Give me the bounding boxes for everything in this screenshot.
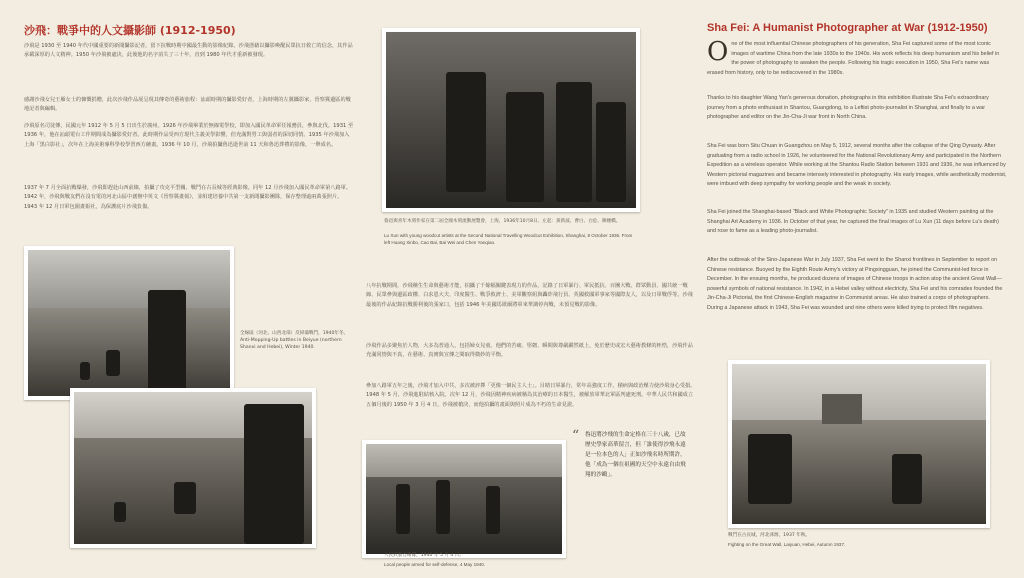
photo-anti-mopping-up-caption: 全線區（河北、山西北部）反掃蕩戰鬥，1940年冬。Anti-Mopping-Up battles in Beiyue (northern Shanxi and Hebei), Winter 1940.: [240, 331, 349, 350]
chinese-para-6: 沙飛作品多聚焦於人物，大多為普通人，包括婦女兒童。他們的苦痛、堅韌、瞬間與尊嚴躍然紙上，免於歷史或宏大藝術教條的桎梏，沙飛作品充滿同情與不真，在藝術、真實與宣傳之間取得微妙的平衡。: [366, 343, 693, 359]
quote-mark: “: [572, 428, 580, 444]
chinese-para-5: 八年抗戰期間，沙飛稱生生命與藝術才能，拍攝了千餘幅關鍵表現力的作品，記錄了日軍暴行、軍民抵抗、百團大戰、群眾動員、國共統一戰線、民眾參與邊區政權、白求恩大夫、印度醫生、戰爭救濟士、美軍觀察組與轟炸飛行員、英國救國軍事家等國際友人，以及日軍戰俘等。沙飛最後的作品紀錄抗戰勝利後的張家口，包括 1946 年美國馬歇爾將軍來華調停內戰，未預見戰的影像。: [366, 283, 693, 308]
english-para-3: Sha Fei was born Situ Chuan in Guangzhou on May 5, 1912, several months after the collapse of the Qing Dynasty. After graduating from a radio school in 1926, he volunteered for the National Revolutionary Army and participated in the Northern Expedition as a wireless operator. While working at the Shantou Radio Station between 1931 and 1936, he was influenced by Western pictorial magazines and became intensely interested in photography. His early images, while aesthetically modernist, were imbued with deep sympathy for working people and the weak in society.: [707, 143, 1007, 188]
photo-great-wall-caption-zh: 戰鬥在古長城，河北淶源，1937 年秋。: [728, 533, 811, 538]
chinese-para-2: 感謝沙飛女兒王雁女士的慷慨捐贈，此次沙飛作品展呈現其傳奇的藝術旅程：汕頭時期的攝影愛好者，上海時期的左翼攝影家，晉察冀邊區的戰地記者與編輯。: [24, 97, 351, 113]
photo-lu-xun-woodcut-artists: [382, 28, 640, 212]
photo-lu-xun-caption-en: Lu Xun with young woodcut artists at the Second National Travelling Woodcut Exhibition, Shanghai, 8 October 1936. From left Huang Xinbo, Cao Bai, Bai Wei and Chen Yanqiao.: [384, 233, 633, 245]
photo-anti-mopping-up: [24, 246, 234, 400]
photo-lu-xun-caption-zh: 魯迅與青年木刻作家在第二屆全國木刻流動展覽會，上海，1936年10月8日。左起：黃新波、曹白、白危、陳煙橋。: [384, 219, 621, 224]
chinese-para-7: 參加八路軍五年之後，沙飛才加入中共，多次被評擇「更像一個民主人士」。目睹日軍暴行，常年高強度工作，積病與政治壓力使沙飛身心受損。1948 年 5 月，沙飛進駐結核入院。次年 12 月，沙飛因精神疾病被稱為其治療的日本醫生，被解放軍華北軍區判處死刑。中華人民共和國成立五個月後的 1950 年 3 月 4 日，沙飛被槍決，而他拍攝的畫面與照片成為不朽的生命見證。: [366, 383, 696, 408]
photo-great-wall: [728, 360, 990, 528]
chinese-intro: 沙飛是 1930 至 1940 年代中國重要的新聞攝影記者，留下抗戰時期中國最生動的影像紀錄。沙飛憑藉以攝影喚醒民眾抗日救亡的信念，其作品承載深厚的人文精神。1950 年沙飛被處決，此後他的名字消失了三十年，直到 1980 年代才重新被發現。: [24, 43, 353, 59]
english-para-5: After the outbreak of the Sino-Japanese War in July 1937, Sha Fei went to the Shanxi frontlines in September to report on Chinese resistance. Buoyed by the Eighth Route Army's victory at Pingxingguan, he joined the Communist-led force in December. In the ensuing months, he produced dozens of images of Chinese troops in action atop the ancient Great Wall—powerful symbols of national resistance. In 1942, in a Hebei valley without electricity, Sha Fei and his comrades founded the Jin-Cha-Ji Pictorial, the first Chinese-English magazine in Communist areas. He also trained a corps of photographers. During a Japanese attack in 1943, Sha Fei was wounded and nine others were killed trying to protect film negatives.: [707, 257, 1003, 311]
english-intro: [707, 40, 1007, 88]
english-para-2: Thanks to his daughter Wang Yan's generous donation, photographs in this exhibition illustrate Sha Fei's extraordinary journey from a photo enthusiast in Shantou, Guangdong, to a Leftist photo-journalist in Shanghai, and finally to a war photographer and editor on the Jin-Cha-Ji war front in North China.: [707, 95, 989, 121]
photo-great-wall-caption-en: Fighting on the Great Wall, Laiyuan, Hebei, Autumn 1937.: [728, 542, 846, 547]
chinese-para-4: 1937 年 7 月全面抗戰爆發，沙飛即趕赴山西前線，拍攝了攻克平型關、戰鬥在古長城等經典影像。同年 12 月沙飛加入國民革命軍第八路軍。1942 年，沙飛與戰友們在沒有電的河北山區中創辦中英文《晉察冀畫報》，並組建培養中共第一支新聞攝影團隊，保存整理逾兩萬張照片。1943 年 12 月日軍包圍畫報社，為保護底片沙飛負傷。: [24, 185, 352, 210]
english-dropcap: O: [707, 40, 729, 67]
chinese-title: 沙飛：戰爭中的人文攝影師 (1912-1950): [24, 24, 236, 37]
english-intro-text: ne of the most influential Chinese photographers of his generation, Sha Fei captured some of the most iconic images of wartime China from the late 1930s to the 1940s. His work reflects his deep humanism and his belief in the power of photography to awaken the people. Following his tragic execution in 1950, Sha Fei's name was erased from history, only to be rediscovered in the 1980s.: [707, 41, 1000, 76]
photo-battle-foreground: [70, 388, 316, 548]
english-para-4: Sha Fei joined the Shanghai-based "Black and White Photographic Society" in 1935 and studied Western painting at the Shanghai Art Academy in 1936. In October of that year, he captured the final images of Lu Xun (11 days before Lu's death) and rose to fame as a leading photo-journalist.: [707, 209, 999, 235]
english-title: Sha Fei: A Humanist Photographer at War (1912-1950): [707, 22, 988, 34]
photo-people-armed: [362, 440, 566, 558]
quote-text: 魯迅將沙飛的生命定格在三十八歲，已故歷史學家高華留言，但「誰使得沙飛永遠是一位本色的人」正如沙飛名時所期許，他「成為一個在祖國的天空中永遠自由飛翔的沙鷗」。: [585, 432, 686, 478]
photo-people-armed-caption-zh: 人民武裝自衛隊，1940 年 5 月 4 日。: [384, 553, 464, 558]
chinese-para-3: 沙飛原名司徒傳，民國元年 1912 年 5 月 5 日出生於廣州。1926 年沙飛畢業於無線電學校，即加入國民革命軍任報務員，參與北伐。1931 至 1936 年，他在汕頭電台工作期間成為攝影愛好者。此時期作品受西方現代主義美學影響，但充滿對勞工與弱者的深切同情。1935 年沙飛加入上海「黑白影社」，次年在上海美術專科學校學習西方繪畫。1936 年 10 月，沙飛拍攝魯迅逝世前 11 天和魯迅葬禮的影像，一舉成名。: [24, 123, 354, 148]
photo-people-armed-caption-en: Local people armed for self-defense, 4 May 1940.: [384, 562, 486, 567]
